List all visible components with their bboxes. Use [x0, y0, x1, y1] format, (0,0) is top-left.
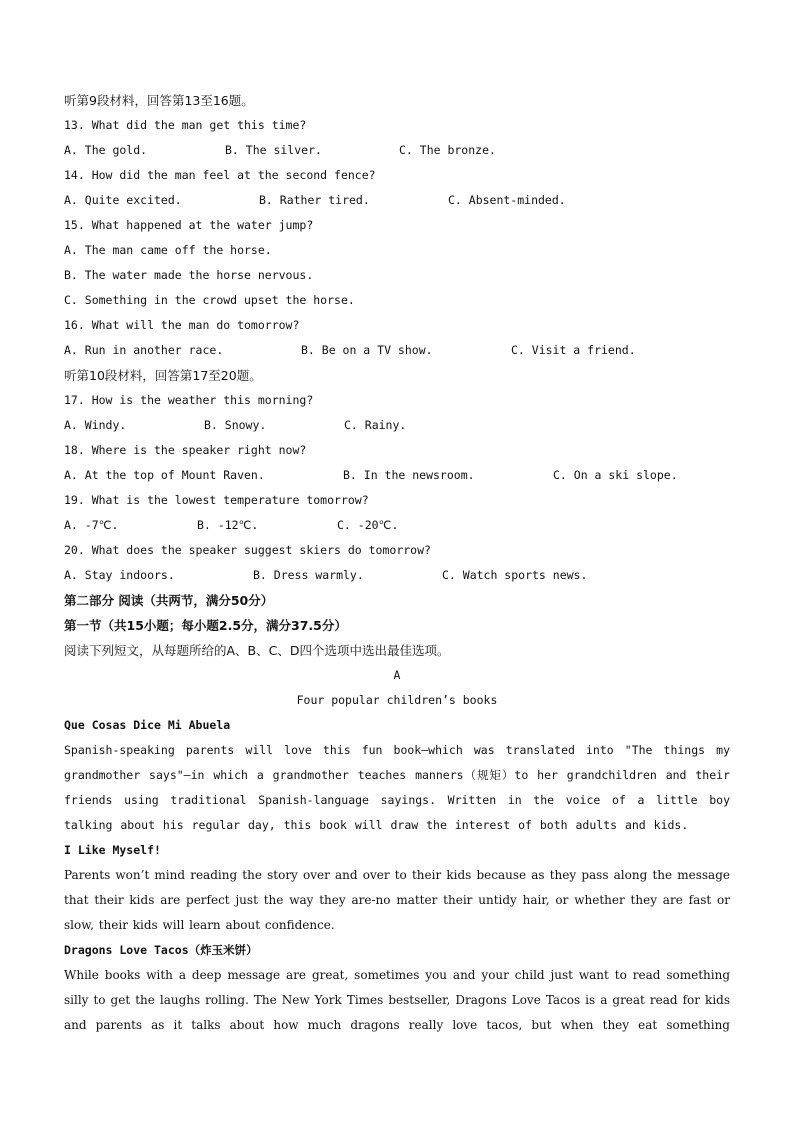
question-19-stem: 19. What is the lowest temperature tomorrow? [64, 493, 369, 507]
option-a: A. -7℃. [64, 518, 119, 532]
book-2-title: I Like Myself! [64, 843, 161, 857]
question-13-options [64, 138, 730, 163]
option-b: B. Be on a TV show. [301, 343, 433, 357]
part-2-title: 第二部分 阅读（共两节，满分50分） [64, 593, 274, 608]
passage-letter: A [393, 668, 401, 682]
section-heading-10: 听第10段材料，回答第17至20题。 [64, 368, 262, 383]
question-18-options [64, 463, 730, 488]
option-c: C. Watch sports news. [442, 568, 588, 582]
option-c: C. Visit a friend. [511, 343, 636, 357]
option-c: C. Rainy. [344, 418, 407, 432]
option-c: C. Absent-minded. [448, 193, 566, 207]
question-16-stem: 16. What will the man do tomorrow? [64, 318, 300, 332]
question-20-options [64, 563, 730, 588]
option-c: C. The bronze. [399, 143, 496, 157]
option-a: A. At the top of Mount Raven. [64, 468, 265, 482]
option-b: B. Snowy. [204, 418, 267, 432]
question-17-stem: 17. How is the weather this morning? [64, 393, 314, 407]
option-b: B. The silver. [225, 143, 322, 157]
option-a: A. Stay indoors. [64, 568, 175, 582]
option-b: B. The water made the horse nervous. [64, 268, 314, 282]
option-a: A. Run in another race. [64, 343, 224, 357]
question-20-stem: 20. What does the speaker suggest skiers do tomorrow? [64, 543, 431, 557]
option-c: C. On a ski slope. [553, 468, 678, 482]
option-a: A. The gold. [64, 143, 148, 157]
option-b: B. -12℃. [197, 518, 259, 532]
question-17-options [64, 413, 730, 438]
question-18-stem: 18. Where is the speaker right now? [64, 443, 307, 457]
book-3-title: Dragons Love Tacos（炸玉米饼） [64, 943, 258, 957]
book-2-text: Parents won’t mind reading the story over and over to their kids because as they pass along the message that their kids are perfect just the way they are-no matter their untidy hair, or whether they are fast or slow, their kids will learn about confidence. [64, 868, 730, 932]
option-b: B. Dress warmly. [253, 568, 364, 582]
question-13-stem: 13. What did the man get this time? [64, 118, 307, 132]
part-2-subtitle: 第一节（共15小题；每小题2.5分，满分37.5分） [64, 618, 347, 633]
section-heading-9: 听第9段材料，回答第13至16题。 [64, 93, 254, 108]
exam-page [64, 88, 730, 1038]
question-16-options [64, 338, 730, 363]
book-1-title: Que Cosas Dice Mi Abuela [64, 718, 231, 732]
question-15-stem: 15. What happened at the water jump? [64, 218, 314, 232]
question-14-options [64, 188, 730, 213]
option-a: A. Quite excited. [64, 193, 182, 207]
passage-title: Four popular children’s books [296, 693, 498, 707]
book-3-text: While books with a deep message are great, sometimes you and your child just want to read something silly to get the laughs rolling. The New York Times bestseller, Dragons Love Tacos is a great read for kids and parents as it talks about how much dragons really love tacos, but when they eat something [64, 968, 730, 1032]
option-c: C. Something in the crowd upset the horse. [64, 293, 355, 307]
option-b: B. In the newsroom. [343, 468, 475, 482]
question-14-stem: 14. How did the man feel at the second fence? [64, 168, 376, 182]
option-a: A. Windy. [64, 418, 127, 432]
option-b: B. Rather tired. [259, 193, 370, 207]
reading-instruction: 阅读下列短文，从每题所给的A、B、C、D四个选项中选出最佳选项。 [64, 643, 450, 658]
book-1-text: Spanish-speaking parents will love this fun book—which was translated into "The things my grandmother says"—in which a grandmother teaches manners（规矩）to her grandchildren and their friends using traditional Spanish-language sayings. Written in the voice of a little boy talking about his regular day, this book will draw the interest of both adults and kids. [64, 743, 730, 832]
option-a: A. The man came off the horse. [64, 243, 272, 257]
option-c: C. -20℃. [337, 518, 399, 532]
question-19-options [64, 513, 730, 538]
